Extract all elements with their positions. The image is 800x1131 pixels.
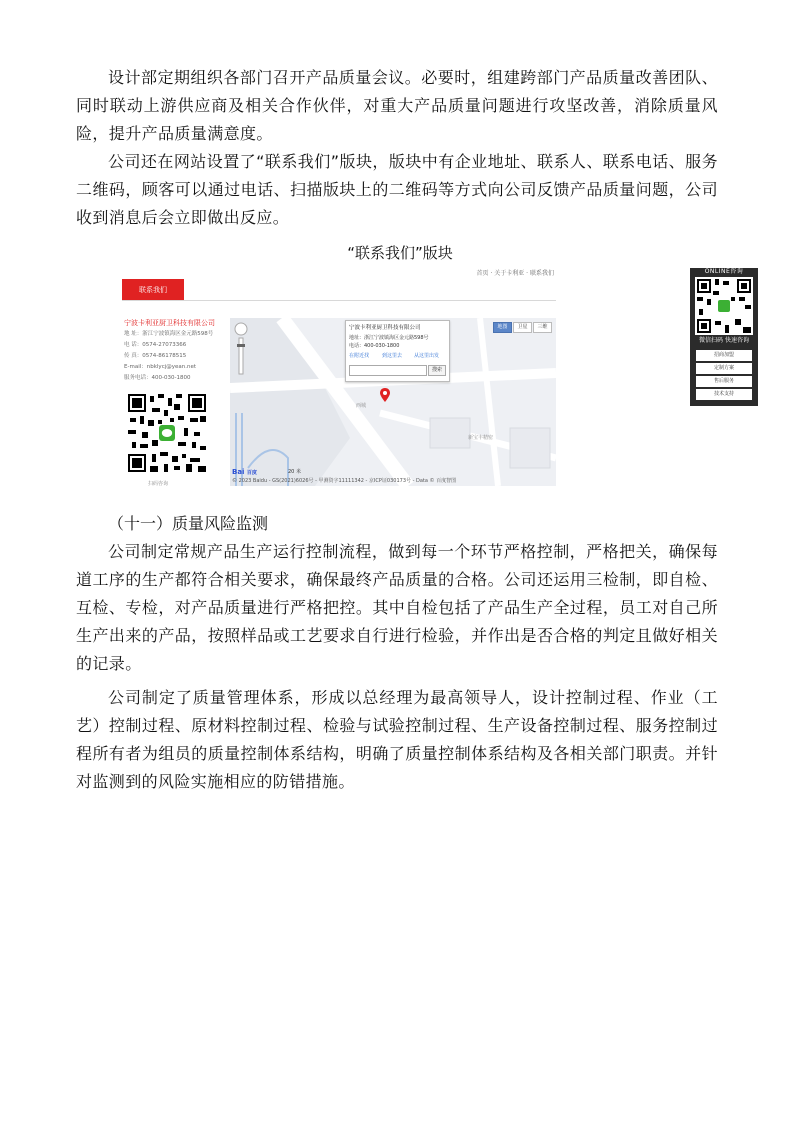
- company-name: 宁波卡利亚厨卫科技有限公司: [124, 319, 215, 327]
- tab-divider: [122, 300, 556, 301]
- baidu-logo-suffix: 百度: [246, 470, 257, 476]
- widget-button-tech-support[interactable]: 技术支持: [696, 389, 752, 400]
- info-email: E-mail：nbklycj@yean.net: [124, 364, 197, 370]
- info-service-phone: 服务电话：400-030-1800: [124, 375, 191, 381]
- popup-search-button[interactable]: 搜索: [428, 365, 446, 376]
- widget-qr-code-icon: [695, 277, 753, 335]
- map-type-map[interactable]: 地图: [493, 322, 512, 333]
- map-info-popup[interactable]: [345, 320, 450, 382]
- paragraph-quality-system: 公司制定了质量管理体系，形成以总经理为最高领导人，设计控制过程、作业（工艺）控制过程、原材料控制过程、检验与试验控制过程、生产设备控制过程、服务控制过程所有者为组员的质量控制体系结构，明确了质量控制体系结构及各相关部门职责。并针对监测到的风险实施相应的防错措施。: [76, 688, 718, 791]
- popup-link-nearby[interactable]: 在附近找: [349, 353, 370, 359]
- popup-link-from-here[interactable]: 从这里出发: [414, 353, 440, 359]
- figure-caption: “联系我们”版块: [347, 244, 453, 262]
- map-type-satellite[interactable]: 卫星: [513, 322, 532, 333]
- popup-phone: 电话：400-030-1800: [349, 343, 400, 349]
- paragraph-quality-meetings: 设计部定期组织各部门召开产品质量会议。必要时，组建跨部门产品质量改善团队、同时联动上游供应商及相关合作伙伴，对重大产品质量问题进行攻坚改善，消除质量风险，提升产品质量满意度。: [76, 68, 718, 143]
- widget-button-franchise[interactable]: 招商加盟: [696, 350, 752, 361]
- popup-link-go-here[interactable]: 到这里去: [382, 353, 403, 359]
- popup-search-input[interactable]: [349, 365, 427, 376]
- map-copyright: © 2023 Baidu - GS(2021)6026号 - 甲测资字11111342 - 京ICP证030173号 - Data © 百度智图: [232, 478, 457, 484]
- baidu-logo-text: Bai: [232, 468, 245, 476]
- widget-button-after-sales[interactable]: 售后服务: [696, 376, 752, 387]
- widget-button-custom-plan[interactable]: 定制方案: [696, 363, 752, 374]
- info-phone: 电 话：0574-27073366: [124, 342, 187, 348]
- website-contact-screenshot: [118, 266, 558, 490]
- map-type-switch[interactable]: [492, 322, 552, 333]
- popup-address: 地址：浙江宁波镇海区金元路598号: [349, 335, 429, 341]
- info-address: 地 址：浙江宁波镇海区金元路598号: [124, 331, 214, 337]
- qr-caption: 扫码咨询: [148, 481, 169, 487]
- info-fax: 传 真：0574-86178515: [124, 353, 187, 359]
- paragraph-contact-section: 公司还在网站设置了“联系我们”版块，版块中有企业地址、联系人、联系电话、服务二维码，顾客可以通过电话、扫描版块上的二维码等方式向公司反馈产品质量问题，公司收到消息后会立即做出反应。: [76, 152, 718, 227]
- wechat-qr-code-icon: [126, 392, 208, 474]
- top-nav-breadcrumb: 首页 · 关于卡利亚 · 联系我们: [476, 270, 554, 277]
- location-pin-icon[interactable]: [380, 388, 390, 402]
- floating-consult-widget: [690, 268, 758, 406]
- baidu-map[interactable]: [230, 318, 556, 486]
- baidu-logo: [232, 468, 257, 476]
- popup-company: 宁波卡利亚厨卫科技有限公司: [349, 325, 421, 331]
- tab-contact-us: 联系我们: [122, 279, 184, 301]
- map-street-label: 新宝丰精密: [468, 435, 494, 441]
- widget-title: ONLINE咨询: [704, 268, 744, 275]
- widget-caption: 微信扫码 快速咨询: [699, 337, 749, 344]
- map-scale: 20 米: [288, 469, 301, 475]
- map-poi-label: 西城: [356, 403, 367, 409]
- map-type-3d[interactable]: 三维: [533, 322, 552, 333]
- section-heading: （十一）质量风险监测: [108, 514, 269, 533]
- zoom-control[interactable]: [234, 322, 248, 378]
- paragraph-production-control: 公司制定常规产品生产运行控制流程，做到每一个环节严格控制，严格把关，确保每道工序的生产都符合相关要求，确保最终产品质量的合格。公司还运用三检制，即自检、互检、专检，对产品质量进行严格把控。其中自检包括了产品生产全过程，员工对自己所生产出来的产品，按照样品或工艺要求自行进行检验，并作出是否合格的判定且做好相关的记录。: [76, 542, 718, 673]
